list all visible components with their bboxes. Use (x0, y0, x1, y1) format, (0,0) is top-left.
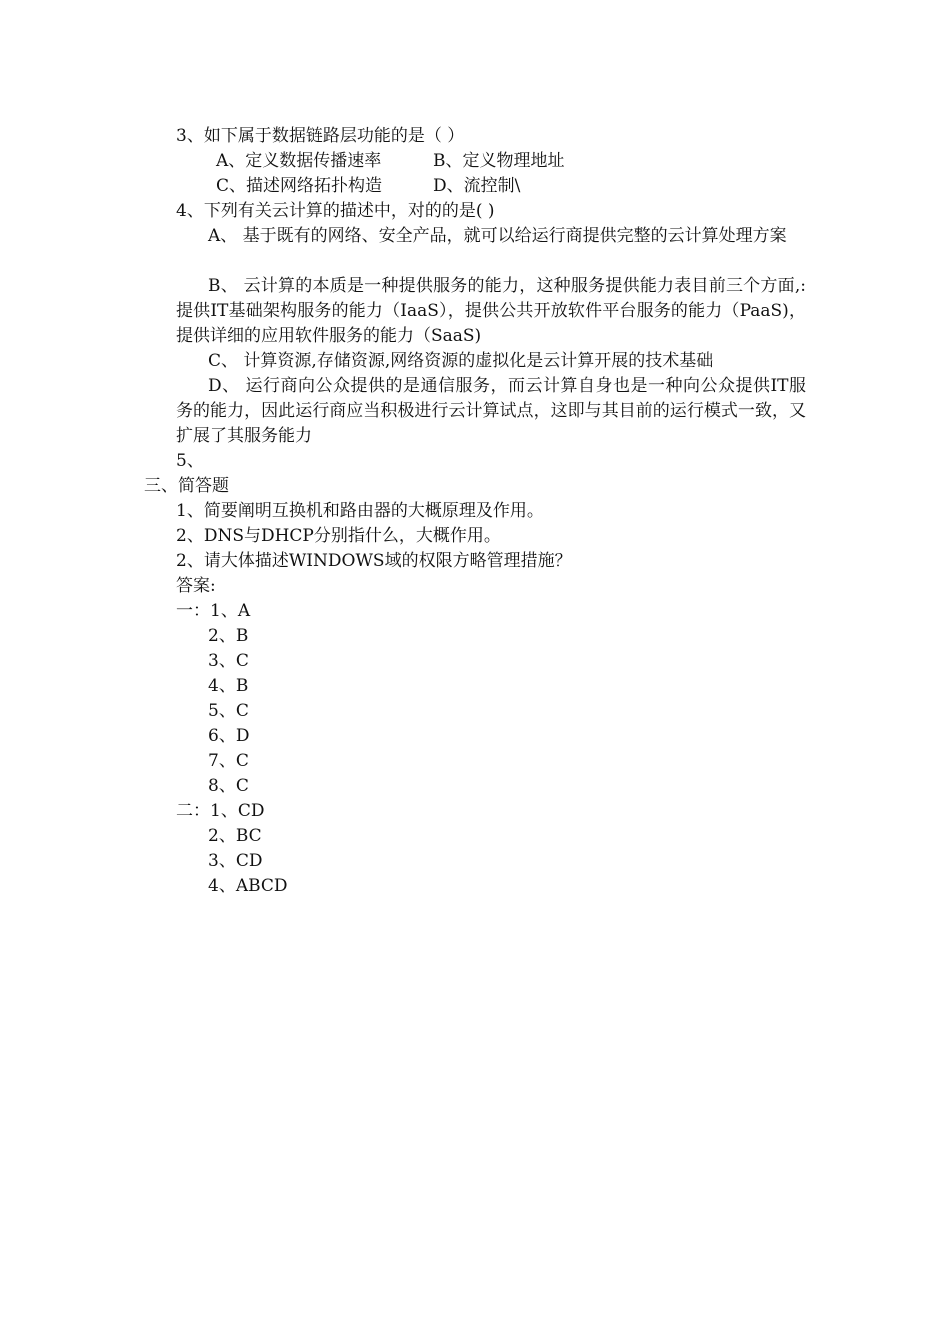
answer-part1-item: 一：1、A (176, 601, 251, 621)
question-3-option-a: A、定义数据传播速率 (216, 151, 382, 171)
answer-part1-item: 3、C (208, 651, 249, 671)
answer-part1-item: 8、C (208, 776, 249, 796)
answer-part1-item: 7、C (208, 751, 249, 771)
answer-part1-item: 5、C (208, 701, 249, 721)
answer-part2-item: 2、BC (208, 826, 262, 846)
short-answer-2: 2、DNS与DHCP分别指什么，大概作用。 (176, 526, 501, 546)
answer-part1-item: 6、D (208, 726, 250, 746)
question-4-option-c: C、 计算资源,存储资源,网络资源的虚拟化是云计算开展的技术基础 (208, 351, 714, 371)
question-5-stem: 5、 (176, 451, 204, 471)
answers-label: 答案: (176, 576, 216, 596)
question-3-option-b: B、定义物理地址 (433, 151, 565, 171)
section-3-heading: 三、简答题 (144, 476, 229, 496)
question-4-option-b: B、 云计算的本质是一种提供服务的能力，这种服务提供能力表目前三个方面,:提供IT基础架构服务的能力（IaaS），提供公共开放软件平台服务的能力（PaaS)，提供详细的应用软件服务的能力（SaaS) (176, 276, 806, 346)
answer-part1-item: 4、B (208, 676, 249, 696)
question-3-option-c: C、描述网络拓扑构造 (216, 176, 383, 196)
question-3-option-d: D、流控制\ (433, 176, 521, 196)
question-4-option-d: D、 运行商向公众提供的是通信服务，而云计算自身也是一种向公众提供IT服务的能力，因此运行商应当积极进行云计算试点，这即与其目前的运行模式一致，又扩展了其服务能力 (176, 376, 806, 446)
question-3-stem: 3、如下属于数据链路层功能的是（ ） (176, 126, 465, 146)
answer-part1-item: 2、B (208, 626, 249, 646)
answer-part2-item: 4、ABCD (208, 876, 288, 896)
answer-part2-item: 3、CD (208, 851, 263, 871)
question-4-option-a: A、 基于既有的网络、安全产品，就可以给运行商提供完整的云计算处理方案 (208, 226, 787, 246)
answer-part2-item: 二：1、CD (176, 801, 265, 821)
short-answer-1: 1、简要阐明互换机和路由器的大概原理及作用。 (176, 501, 544, 521)
short-answer-3: 2、请大体描述WINDOWS域的权限方略管理措施？ (176, 551, 572, 571)
question-4-stem: 4、下列有关云计算的描述中，对的的是( ) (176, 201, 495, 221)
